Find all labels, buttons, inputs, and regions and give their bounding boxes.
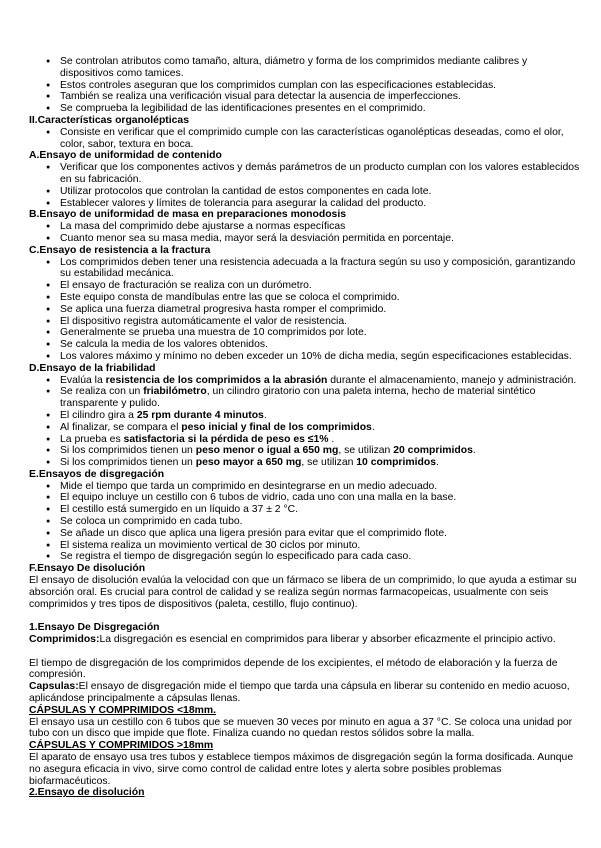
bullet-list-dimensions: [29, 56, 581, 115]
text-run: .: [472, 445, 476, 457]
text-run: .: [328, 433, 335, 445]
bullet-list-friabilidad: [29, 375, 581, 469]
document-body: [29, 56, 581, 799]
section-heading: E.Ensayos de disgregación: [29, 468, 165, 480]
text-run: Si los comprimidos tienen un: [60, 445, 196, 457]
list-item: ● Consiste en verificar que el comprimido cumple con las características oganolépticas deseadas, como el olor, color, sabor, textura en boca.: [60, 127, 581, 151]
paragraph: El aparato de ensayo usa tres tubos y establece tiempos máximos de disgregación según la forma dosificada. Aunque no asegura eficacia in vivo, sirve como control de calidad entre lotes y alerta sobre posibles problemas biofarmacéuticos.: [29, 752, 574, 787]
text-run: La prueba es: [60, 433, 124, 445]
text-run: , se utilizan: [338, 445, 394, 457]
list-item: [60, 375, 581, 387]
bold-text: satisfactoria si la pérdida de peso es ≤1%: [123, 433, 329, 445]
bold-text: 10 comprimidos: [356, 457, 436, 469]
section-heading: B.Ensayo de uniformidad de masa en preparaciones monodosis: [29, 209, 346, 221]
list-item: [60, 445, 581, 457]
text-run: El ensayo de disgregación mide el tiempo que tarda una cápsula en liberar su contenido en medio acuoso, aplicándose principalmente a cápsulas llenas.: [29, 681, 570, 705]
section-heading: A.Ensayo de uniformidad de contenido: [29, 150, 222, 162]
list-item: ● Este equipo consta de mandíbulas entre las que se coloca el comprimido.: [60, 292, 581, 304]
bold-text: 20 comprimidos: [393, 445, 473, 457]
list-item: ● El cestillo está sumergido en un líquido a 37 ± 2 °C.: [60, 504, 581, 516]
list-item: [60, 410, 581, 422]
list-item: ● Generalmente se prueba una muestra de 10 comprimidos por lote.: [60, 327, 581, 339]
text-run: , se utilizan: [301, 457, 357, 469]
bold-text: peso menor o igual a 650 mg: [195, 445, 339, 457]
section-heading: II.Características organolépticas: [29, 114, 189, 126]
text-run: El cilindro gira a: [60, 409, 137, 421]
list-item: ● Cuanto menor sea su masa media, mayor será la desviación permitida en porcentaje.: [60, 233, 581, 245]
bullet-list-resistencia: [29, 257, 581, 363]
list-item: [60, 457, 581, 469]
section-heading: D.Ensayo de la friabilidad: [29, 362, 156, 374]
text-run: .: [371, 421, 375, 433]
list-item: ● Se añade un disco que aplica una ligera presión para evitar que el comprimido flote.: [60, 528, 581, 540]
list-item: ● Se calcula la media de los valores obtenidos.: [60, 339, 581, 351]
bullet-list-uniformidad-contenido: [29, 162, 581, 209]
paragraph: El tiempo de disgregación de los comprimidos depende de los excipientes, el método de elaboración y la fuerza de compresión.: [29, 657, 558, 681]
list-item: ● Los valores máximo y mínimo no deben exceder un 10% de dicha media, según especificaciones establecidas.: [60, 351, 581, 363]
list-item: ● Estos controles aseguran que los comprimidos cumplan con las especificaciones establecidas.: [60, 80, 581, 92]
bullet-list-uniformidad-masa: [29, 221, 581, 245]
bold-text: peso inicial y final de los comprimidos: [181, 421, 372, 433]
list-item: ● Utilizar protocolos que controlan la cantidad de estos componentes en cada lote.: [60, 186, 581, 198]
list-item: ● El equipo incluye un cestillo con 6 tubos de vidrio, cada uno con una malla en la base.: [60, 492, 581, 504]
bold-text: Capsulas:: [29, 681, 79, 693]
paragraph: El ensayo usa un cestillo con 6 tubos que se mueven 30 veces por minuto en agua a 37 °C. Se coloca una unidad por tubo con un disco que impide que flote. Finaliza cuando no quedan restos sólidos sobre la malla.: [29, 716, 573, 740]
section-heading: C.Ensayo de resistencia a la fractura: [29, 244, 211, 256]
text-run: Al finalizar, se compara el: [60, 421, 182, 433]
list-item: ● Verificar que los componentes activos y demás parámetros de un producto cumplan con los valores establecidos en su fabricación.: [60, 162, 581, 186]
list-item: ● El sistema realiza un movimiento vertical de 30 ciclos por minuto.: [60, 540, 581, 552]
subheading-underlined: 2.Ensayo de disolución: [29, 787, 145, 799]
list-item: ● El dispositivo registra automáticamente el valor de resistencia.: [60, 316, 581, 328]
paragraph: [29, 681, 581, 705]
spacer: [29, 610, 581, 622]
list-item: ● Se registra el tiempo de disgregación según lo especificado para cada caso.: [60, 551, 581, 563]
list-item: ● Los comprimidos deben tener una resistencia adecuada a la fractura según su uso y composición, garantizando su estabilidad mecánica.: [60, 257, 581, 281]
subheading-underlined: CÁPSULAS Y COMPRIMIDOS <18mm.: [29, 704, 216, 716]
list-item: [60, 422, 581, 434]
list-item: ● Se comprueba la legibilidad de las identificaciones presentes en el comprimido.: [60, 103, 581, 115]
section-heading: 1.Ensayo De Disgregación: [29, 622, 160, 634]
text-run: Evalúa la: [60, 374, 106, 386]
text-run: Si los comprimidos tienen un: [60, 457, 196, 469]
section-heading: F.Ensayo De disolución: [29, 563, 146, 575]
bold-text: friabilómetro: [143, 386, 207, 398]
text-run: durante el almacenamiento, manejo y administración.: [327, 374, 577, 386]
text-run: , un cilindro giratorio con una paleta interna, hecho de material sintético transparente y pulido.: [60, 386, 536, 410]
list-item: ● La masa del comprimido debe ajustarse a normas específicas: [60, 221, 581, 233]
bullet-list-organolepticas: [29, 127, 581, 151]
bold-text: 25 rpm durante 4 minutos: [136, 409, 264, 421]
paragraph: El ensayo de disolución evalúa la velocidad con que un fármaco se libera de un comprimido, lo que ayuda a estimar su absorción oral. Es crucial para control de calidad y se realiza según normas farmacopeicas, usualmente con seis comprimidos y tres tipos de dispositivos (paleta, cestillo, flujo continuo).: [29, 575, 577, 610]
paragraph: [29, 634, 581, 646]
subheading-underlined: CÁPSULAS Y COMPRIMIDOS >18mm: [29, 740, 214, 752]
text-run: .: [435, 457, 439, 469]
list-item: ● Se aplica una fuerza diametral progresiva hasta romper el comprimido.: [60, 304, 581, 316]
text-run: La disgregación es esencial en comprimidos para liberar y absorber eficazmente el principio activo.: [99, 634, 556, 646]
list-item: [60, 434, 581, 446]
list-item: ● Mide el tiempo que tarda un comprimido en desintegrarse en un medio adecuado.: [60, 481, 581, 493]
list-item: ● El ensayo de fracturación se realiza con un durómetro.: [60, 280, 581, 292]
list-item: ● Establecer valores y límites de tolerancia para asegurar la calidad del producto.: [60, 198, 581, 210]
bold-text: resistencia de los comprimidos a la abrasión: [105, 374, 328, 386]
text-run: Se realiza con un: [60, 386, 144, 398]
list-item: ● Se controlan atributos como tamaño, altura, diámetro y forma de los comprimidos mediante calibres y dispositivos como tamices.: [60, 56, 581, 80]
spacer: [29, 646, 581, 658]
text-run: .: [263, 409, 267, 421]
bold-text: Comprimidos:: [29, 634, 100, 646]
bold-text: peso mayor a 650 mg: [195, 457, 302, 469]
bullet-list-disgregacion: [29, 481, 581, 564]
list-item: [60, 386, 581, 410]
list-item: ● También se realiza una verificación visual para detectar la ausencia de imperfecciones.: [60, 91, 581, 103]
list-item: ● Se coloca un comprimido en cada tubo.: [60, 516, 581, 528]
